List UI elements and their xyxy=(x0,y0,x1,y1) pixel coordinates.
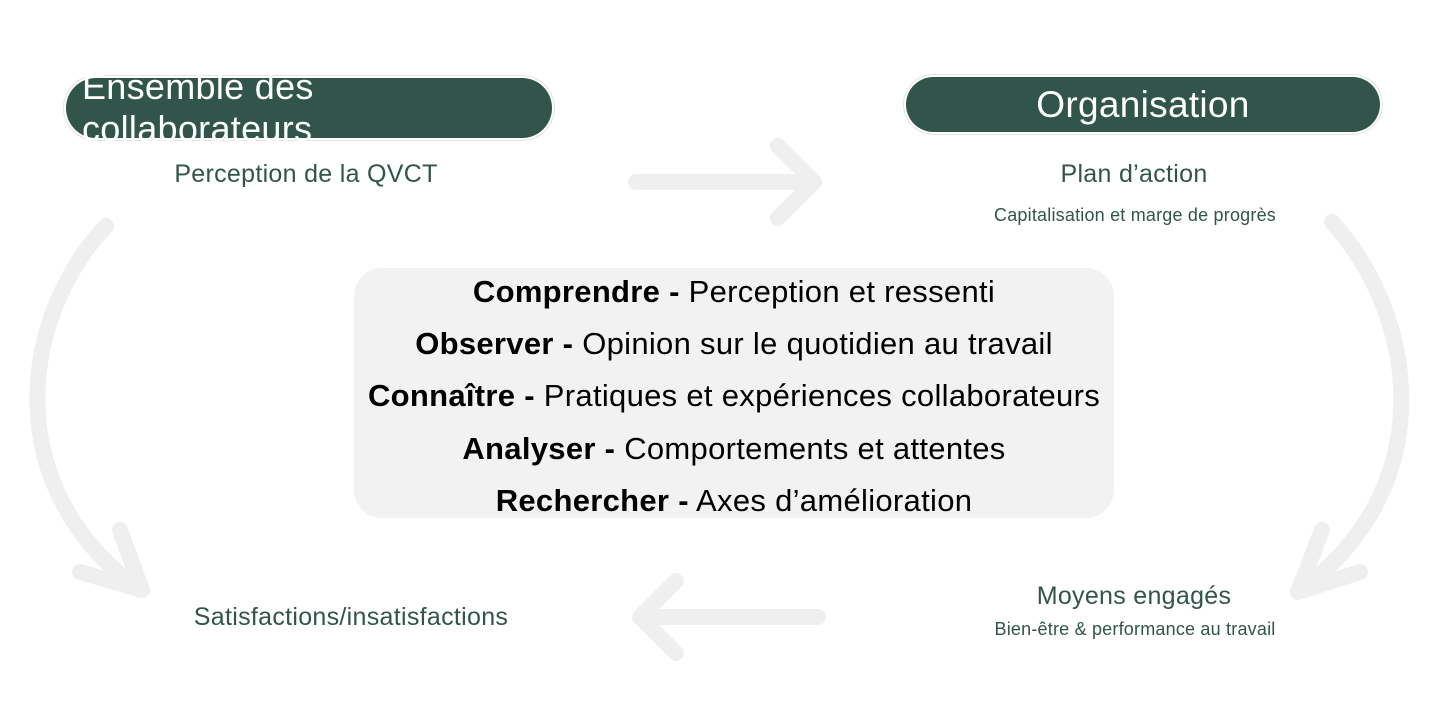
arrow-left-icon xyxy=(640,581,818,653)
step-verb: Rechercher - xyxy=(495,483,689,518)
step-text: Axes d’amélioration xyxy=(696,483,973,518)
step-item xyxy=(354,274,1114,310)
step-text: Pratiques et expériences collaborateurs xyxy=(543,378,1101,413)
organisation-pill xyxy=(906,77,1380,132)
organisation-title: Organisation xyxy=(1036,83,1250,125)
step-item xyxy=(354,431,1114,467)
step-verb: Observer - xyxy=(415,326,574,361)
step-item xyxy=(354,378,1114,414)
step-verb: Comprendre - xyxy=(472,274,680,309)
step-item xyxy=(354,326,1114,362)
committed-means-caption: Bien-être & performance au travail xyxy=(994,619,1276,639)
committed-means-label: Moyens engagés xyxy=(1036,582,1232,610)
step-text: Comportements et attentes xyxy=(624,431,1006,466)
action-plan-caption: Capitalisation et marge de progrès xyxy=(994,205,1276,225)
curved-arrow-right-icon xyxy=(1298,222,1401,592)
step-item xyxy=(354,483,1114,519)
qvct-perception-label: Perception de la QVCT xyxy=(174,160,438,188)
satisfaction-label: Satisfactions/insatisfactions xyxy=(193,603,509,631)
step-verb: Analyser - xyxy=(462,431,616,466)
action-plan-label: Plan d’action xyxy=(1060,160,1208,188)
curved-arrow-left-icon xyxy=(37,226,142,590)
step-text: Perception et ressenti xyxy=(688,274,996,309)
step-verb: Connaître - xyxy=(367,378,535,413)
step-text: Opinion sur le quotidien au travail xyxy=(582,326,1053,361)
collaborators-pill xyxy=(66,66,552,149)
collaborators-title: Ensemble des collaborateurs xyxy=(82,66,314,149)
arrow-right-icon xyxy=(636,146,814,218)
steps-box xyxy=(354,268,1114,518)
